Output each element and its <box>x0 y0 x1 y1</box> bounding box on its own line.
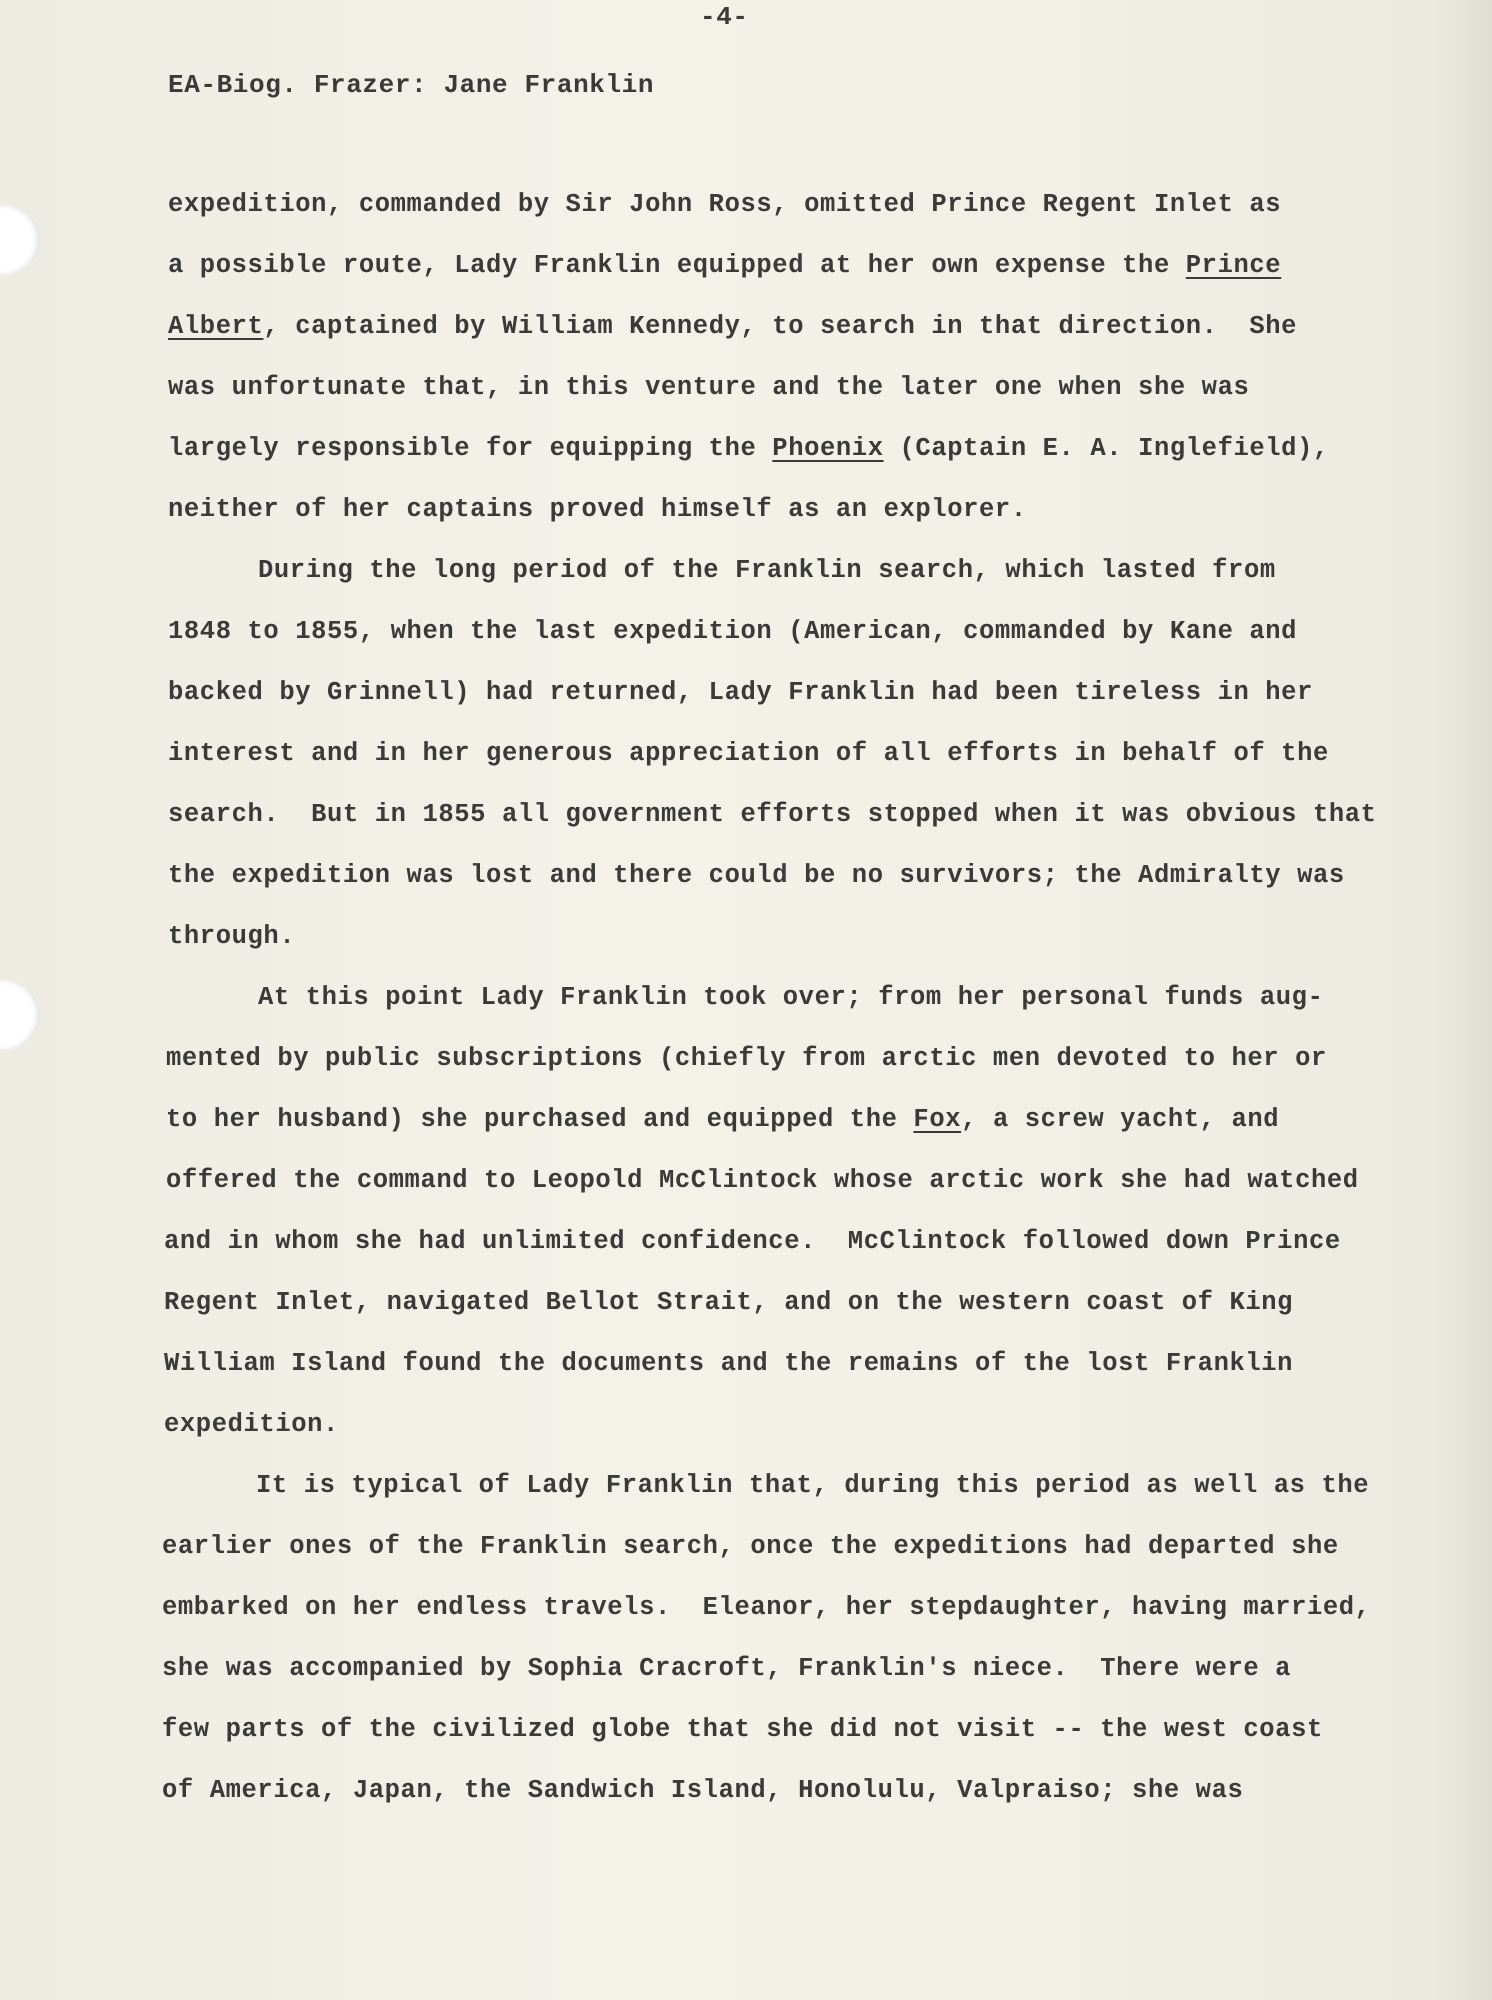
line-text: offered the command to Leopold McClintock whose arctic work she had watched <box>166 1166 1359 1195</box>
line-text: to her husband) she purchased and equipped the <box>166 1105 914 1134</box>
text-line <box>168 800 1377 829</box>
text-line <box>162 1654 1291 1683</box>
punch-hole-middle <box>0 980 40 1050</box>
line-text: At this point Lady Franklin took over; from her personal funds aug- <box>258 983 1324 1012</box>
text-line <box>164 1227 1341 1256</box>
text-line <box>168 373 1249 402</box>
line-text: embarked on her endless travels. Eleanor, her stepdaughter, having married, <box>162 1593 1371 1622</box>
text-line <box>162 1776 1243 1805</box>
line-text: expedition. <box>164 1410 339 1439</box>
line-text: expedition, commanded by Sir John Ross, omitted Prince Regent Inlet as <box>168 190 1282 219</box>
text-line <box>164 1349 1293 1378</box>
text-line <box>162 1715 1323 1744</box>
running-header: EA-Biog. Frazer: Jane Franklin <box>168 70 655 100</box>
line-text: Regent Inlet, navigated Bellot Strait, and on the western coast of King <box>164 1288 1294 1317</box>
line-text: interest and in her generous appreciation of all efforts in behalf of the <box>168 739 1329 768</box>
text-line <box>168 312 1297 341</box>
line-text: she was accompanied by Sophia Cracroft, Franklin's niece. There were a <box>162 1654 1292 1683</box>
line-text: and in whom she had unlimited confidence. McClintock followed down Prince <box>164 1227 1341 1256</box>
ship-name-phoenix: Phoenix <box>772 434 884 463</box>
text-line <box>166 1044 1327 1073</box>
text-line <box>168 495 1027 524</box>
punch-hole-top <box>0 205 40 275</box>
page-edge-shadow <box>1432 0 1492 2000</box>
ship-name-prince-albert: Prince <box>1185 251 1282 280</box>
line-text: through. <box>168 922 296 951</box>
line-text: neither of her captains proved himself as an explorer. <box>168 495 1027 524</box>
text-line <box>256 1471 1369 1500</box>
ship-name-prince-albert-cont: Albert <box>168 312 264 341</box>
page-number: -4- <box>700 2 749 32</box>
text-line <box>168 251 1281 280</box>
line-text: , a screw yacht, and <box>961 1105 1280 1134</box>
line-text: few parts of the civilized globe that she did not visit -- the west coast <box>162 1715 1323 1744</box>
text-line <box>168 739 1329 768</box>
line-text: William Island found the documents and the remains of the lost Franklin <box>164 1349 1294 1378</box>
line-text: search. But in 1855 all government efforts stopped when it was obvious that <box>168 800 1377 829</box>
line-text: mented by public subscriptions (chiefly from arctic men devoted to her or <box>166 1044 1327 1073</box>
line-text: , captained by William Kennedy, to search in that direction. She <box>263 312 1298 341</box>
text-line <box>258 556 1276 585</box>
text-line <box>162 1532 1339 1561</box>
line-text: the expedition was lost and there could be no survivors; the Admiralty was <box>168 861 1345 890</box>
line-text: largely responsible for equipping the <box>168 434 773 463</box>
text-line <box>166 1105 1279 1134</box>
text-line <box>168 678 1313 707</box>
text-line <box>168 617 1297 646</box>
text-line <box>258 983 1323 1012</box>
text-line <box>166 1166 1359 1195</box>
line-text: (Captain E. A. Inglefield), <box>883 434 1329 463</box>
text-line <box>168 861 1345 890</box>
text-line <box>162 1593 1371 1622</box>
line-text: was unfortunate that, in this venture and the later one when she was <box>168 373 1250 402</box>
text-line <box>168 434 1329 463</box>
line-text: It is typical of Lady Franklin that, during this period as well as the <box>256 1471 1370 1500</box>
text-line <box>168 922 295 951</box>
line-text: 1848 to 1855, when the last expedition (American, commanded by Kane and <box>168 617 1298 646</box>
ship-name-fox: Fox <box>913 1105 962 1134</box>
line-text: backed by Grinnell) had returned, Lady Franklin had been tireless in her <box>168 678 1313 707</box>
text-line <box>164 1410 339 1439</box>
text-line <box>168 190 1281 219</box>
line-text: of America, Japan, the Sandwich Island, Honolulu, Valpraiso; she was <box>162 1776 1244 1805</box>
line-text: earlier ones of the Franklin search, once the expeditions had departed she <box>162 1532 1339 1561</box>
line-text: a possible route, Lady Franklin equipped at her own expense the <box>168 251 1186 280</box>
text-line <box>164 1288 1293 1317</box>
line-text: During the long period of the Franklin search, which lasted from <box>258 556 1276 585</box>
